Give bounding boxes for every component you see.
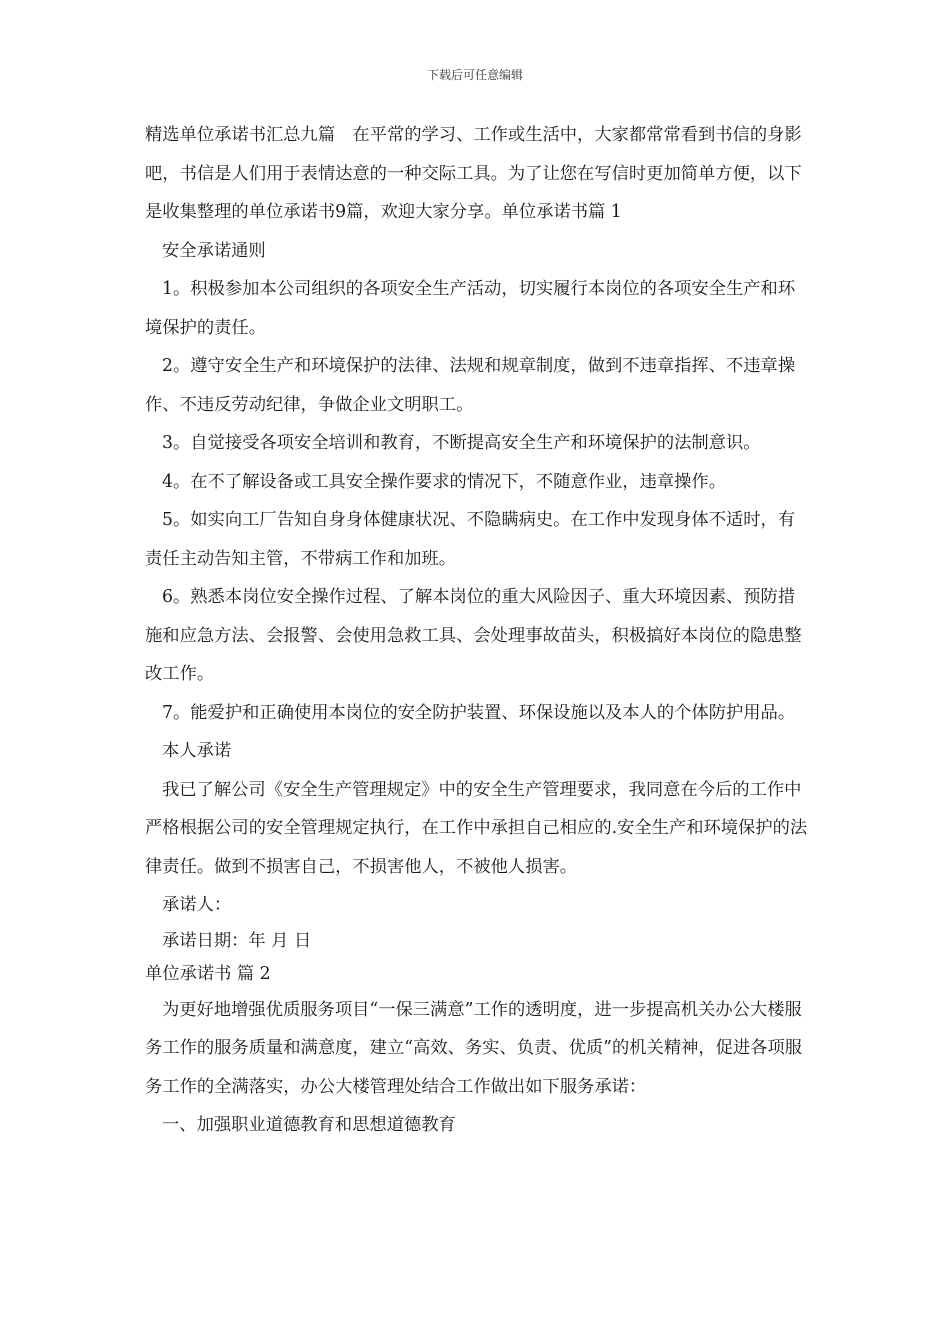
rule-item-5: 5。如实向工厂告知自身身体健康状况、不隐瞒病史。在工作中发现身体不适时，有责任主动告知主管，不带病工作和加班。 (145, 510, 796, 569)
pledge-paragraph: 我已了解公司《安全生产管理规定》中的安全生产管理要求，我同意在今后的工作中严格根据公司的安全管理规定执行，在工作中承担自己相应的.安全生产和环境保护的法律责任。做到不损害自己，不损害他人，不被他人损害。 (145, 779, 808, 877)
rule-item-7: 7。能爱护和正确使用本岗位的安全防护装置、环保设施以及本人的个体防护用品。 (162, 702, 796, 723)
page-header: 下载后可任意编辑 (426, 68, 523, 82)
section-heading-personal-pledge: 本人承诺 (162, 741, 232, 761)
intro-paragraph: 精选单位承诺书汇总九篇 在平常的学习、工作或生活中，大家都常常看到书信的身影吧，书信是人们用于表情达意的一种交际工具。为了让您在写信时更加简单方便，以下是收集整理的单位承诺书9篇，欢迎大家分享。单位承诺书篇 1 (145, 125, 802, 222)
pledge-date-line: 承诺日期：年 月 日 (162, 930, 312, 951)
pledger-line: 承诺人： (162, 895, 232, 915)
rule-item-6: 6。熟悉本岗位安全操作过程、了解本岗位的重大风险因子、重大环境因素、预防措施和应急方法、会报警、会使用急救工具、会处理事故苗头，积极搞好本岗位的隐患整改工作。 (145, 587, 802, 684)
section-heading-letter-2: 单位承诺书 篇 2 (145, 963, 271, 984)
rule-item-2: 2。遵守安全生产和环境保护的法律、法规和规章制度，做到不违章指挥、不违章操作、不违反劳动纪律，争做企业文明职工。 (145, 356, 796, 415)
rule-item-3: 3。自觉接受各项安全培训和教育，不断提高安全生产和环境保护的法制意识。 (162, 433, 761, 453)
letter-2-paragraph: 为更好地增强优质服务项目“一保三满意”工作的透明度，进一步提高机关办公大楼服务工作的服务质量和满意度，建立“高效、务实、负责、优质”的机关精神，促进各项服务工作的全满落实，办公大楼管理处结合工作做出如下服务承诺： (145, 999, 803, 1097)
letter-2-item-1: 一、加强职业道德教育和思想道德教育 (162, 1115, 456, 1135)
rule-item-4: 4。在不了解设备或工具安全操作要求的情况下，不随意作业，违章操作。 (162, 471, 726, 492)
document-body (145, 116, 810, 1145)
rule-item-1: 1。积极参加本公司组织的各项安全生产活动，切实履行本岗位的各项安全生产和环境保护的责任。 (145, 279, 796, 338)
section-heading-safety-rules: 安全承诺通则 (162, 240, 266, 261)
